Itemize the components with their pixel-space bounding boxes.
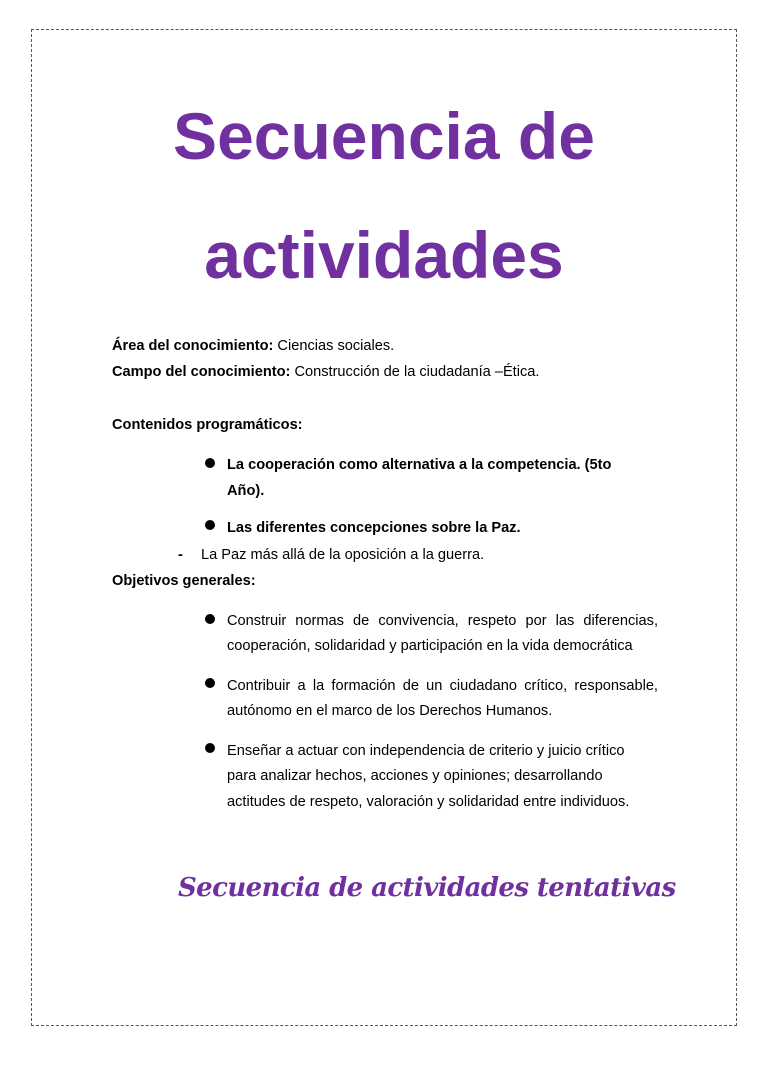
area-value: Ciencias sociales. <box>273 338 395 354</box>
section-subtitle: Secuencia de actividades tentativas <box>178 873 676 903</box>
contenido-item2: Las diferentes concepciones sobre la Paz. <box>227 520 521 536</box>
page-title-line2: actividades <box>204 218 564 292</box>
objetivo2-line2: autónomo en el marco de los Derechos Humanos. <box>227 703 553 719</box>
campo-line <box>112 365 539 380</box>
area-label: Área del conocimiento: <box>112 338 274 354</box>
contenido-item1-line2: Año). <box>227 483 265 499</box>
objetivo3-line2: para analizar hechos, acciones y opiniones; desarrollando <box>227 768 603 784</box>
objetivo1-line2: cooperación, solidaridad y participación en la vida democrática <box>227 638 633 654</box>
objetivo2-line1: Contribuir a la formación de un ciudadano crítico, responsable, <box>227 678 658 694</box>
area-line <box>112 339 394 354</box>
objetivos-heading: Objetivos generales: <box>112 573 256 589</box>
objetivo3-line1: Enseñar a actuar con independencia de criterio y juicio crítico <box>227 743 625 759</box>
campo-value: Construcción de la ciudadanía –Ética. <box>290 364 540 380</box>
contenido-sub-item: La Paz más allá de la oposición a la guerra. <box>201 547 485 563</box>
bullet-icon <box>205 678 215 688</box>
objetivo3-line3: actitudes de respeto, valoración y solidaridad entre individuos. <box>227 794 630 810</box>
campo-label: Campo del conocimiento: <box>112 364 291 380</box>
bullet-icon <box>205 614 215 624</box>
objetivo1-line1: Construir normas de convivencia, respeto por las diferencias, <box>227 613 658 629</box>
bullet-icon <box>205 520 215 530</box>
bullet-icon <box>205 458 215 468</box>
dash-bullet: - <box>178 547 183 563</box>
contenido-item1-line1: La cooperación como alternativa a la competencia. (5to <box>227 457 612 473</box>
bullet-icon <box>205 743 215 753</box>
contenidos-heading: Contenidos programáticos: <box>112 417 303 433</box>
page-title-line1: Secuencia de <box>173 99 595 173</box>
